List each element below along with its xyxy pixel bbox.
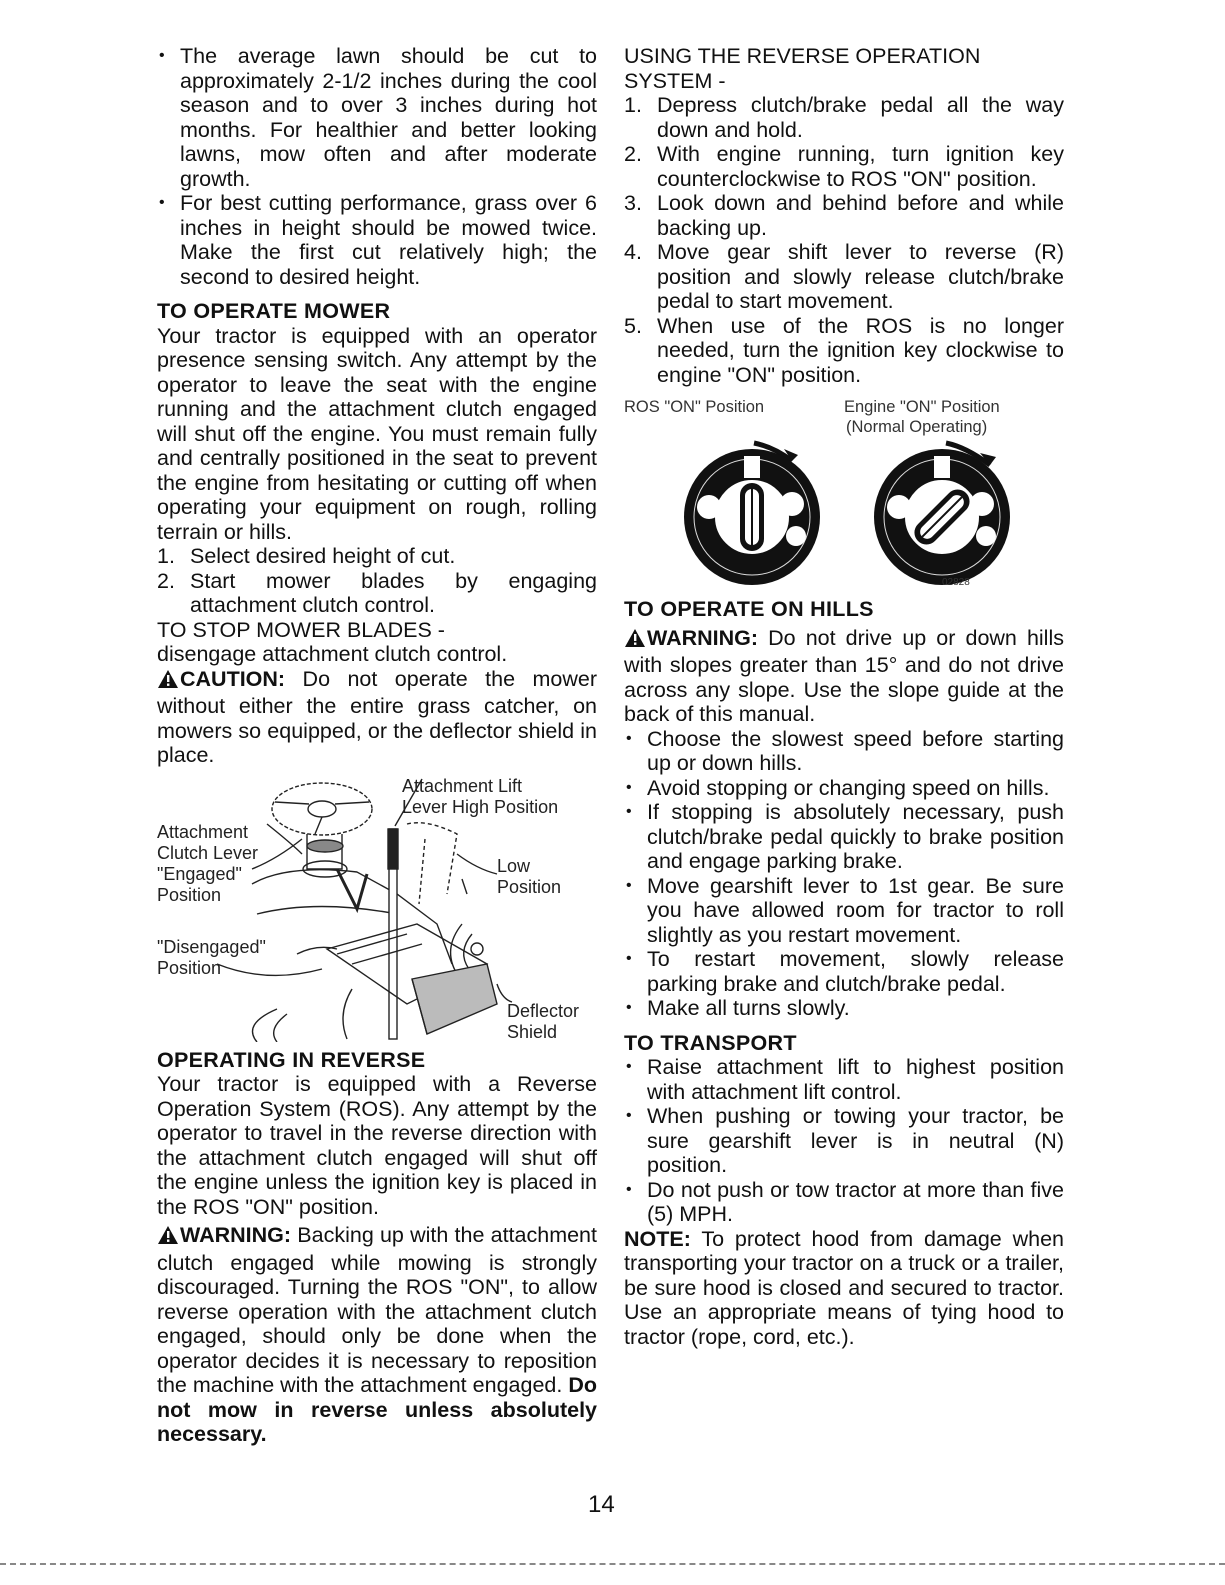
note-label: NOTE: <box>624 1226 691 1251</box>
list-item <box>624 240 1064 314</box>
hills-list <box>624 727 1064 1021</box>
list-item: • Raise attachment lift to highest position with attachment lift control. <box>624 1055 1064 1104</box>
reverse-warning-paragraph <box>157 1223 597 1447</box>
ignition-switch-diagrams <box>624 391 1064 591</box>
disengaged-position-label: "Disengaged" Position <box>157 936 266 978</box>
figure-code: 02828 <box>942 577 970 588</box>
ros-switch-icon <box>684 443 820 585</box>
note-text: To protect hood from damage when transporting your tractor on a truck or a trailer, be sure hood is closed and secured to tractor. Use an appropriate means of tying hood to tractor (rope, cord, etc.). <box>624 1226 1064 1349</box>
hills-heading: TO OPERATE ON HILLS <box>624 597 874 621</box>
step-number: 1. <box>157 544 175 568</box>
list-item <box>624 142 1064 191</box>
warning-label: WARNING: <box>180 1223 292 1247</box>
transport-list <box>624 1055 1064 1227</box>
caution-paragraph <box>157 667 597 768</box>
ros-steps-list <box>624 93 1064 387</box>
warning-triangle-icon <box>157 1225 179 1251</box>
transport-heading: TO TRANSPORT <box>624 1030 797 1055</box>
operate-mower-heading: TO OPERATE MOWER <box>157 299 391 323</box>
step-number: 1. <box>624 93 642 117</box>
ros-heading: USING THE REVERSE OPERATION SYSTEM - <box>624 44 981 93</box>
warning-triangle-icon <box>157 669 179 695</box>
engine-switch-icon <box>874 443 1010 585</box>
lift-lever-label: Attachment Lift Lever High Position <box>402 775 559 817</box>
warning-text: Backing up with the attachment clutch engaged while mowing is strongly discouraged. Turning the ROS "ON", to allow reverse operation with the attachment clutch engaged, should only be done when the operator decides it is necessary to reposition the machine with the attachment engaged. <box>157 1223 597 1397</box>
step-text: With engine running, turn ignition key counterclockwise to ROS "ON" position. <box>657 142 1064 191</box>
hills-warning-label: WARNING: <box>647 625 759 650</box>
step-number: 2. <box>157 568 175 593</box>
list-item: • If stopping is absolutely necessary, push clutch/brake pedal quickly to brake position and engage parking brake. <box>624 800 1064 874</box>
list-item: • Do not push or tow tractor at more than five (5) MPH. <box>624 1178 1064 1227</box>
step-number: 4. <box>624 240 642 264</box>
list-item: • The average lawn should be cut to approximately 2-1/2 inches during the cool season and to over 3 inches during hot months. For healthier and better looking lawns, mow often and after moderate growth. <box>157 44 597 191</box>
list-item <box>624 93 1064 142</box>
list-item <box>157 569 597 618</box>
operate-steps-list <box>157 544 597 618</box>
operate-mower-text: Your tractor is equipped with an operator presence sensing switch. Any attempt by the operator to leave the seat with the engine running and the attachment clutch engaged will shut off the engine. You must remain fully and centrally positioned in the seat to prevent the engine from hesitating or cutting off when operating your equipment on rough, rolling terrain or hills. <box>157 323 597 544</box>
reverse-heading: OPERATING IN REVERSE <box>157 1047 426 1072</box>
list-item: • For best cutting performance, grass over 6 inches in height should be mowed twice. Make the first cut relatively high; the second to desired height. <box>157 191 597 289</box>
step-text: Depress clutch/brake pedal all the way down and hold. <box>657 93 1064 142</box>
reverse-text: Your tractor is equipped with a Reverse Operation System (ROS). Any attempt by the operator to travel in the reverse direction with the attachment clutch engaged will shut off the engine unless the ignition key is placed in the ROS "ON" position. <box>157 1072 597 1219</box>
mowing-tips-list <box>157 44 597 289</box>
list-item <box>624 191 1064 240</box>
list-item <box>157 544 597 569</box>
bottom-divider <box>0 1563 1225 1565</box>
step-text: Start mower blades by engaging attachment clutch control. <box>190 568 597 617</box>
step-text: Look down and behind before and while backing up. <box>657 191 1064 240</box>
caution-label: CAUTION: <box>180 666 286 691</box>
list-item: • When pushing or towing your tractor, be sure gearshift lever is in neutral (N) position. <box>624 1104 1064 1178</box>
list-item: • Avoid stopping or changing speed on hills. <box>624 776 1064 801</box>
stop-blades-text: disengage attachment clutch control. <box>157 642 508 666</box>
list-item: • Choose the slowest speed before starting up or down hills. <box>624 727 1064 776</box>
step-number: 2. <box>624 142 642 166</box>
list-item <box>624 314 1064 388</box>
ignition-key-figure <box>624 391 1064 591</box>
ros-on-caption: ROS "ON" Position <box>624 398 765 416</box>
step-number: 3. <box>624 191 642 215</box>
list-item: • Make all turns slowly. <box>624 996 1064 1021</box>
note-paragraph <box>624 1227 1064 1350</box>
caution-text: Do not operate the mower without either the entire grass catcher, on mowers so equipped, or the deflector shield in place. <box>157 666 597 767</box>
warning-triangle-icon <box>624 628 646 654</box>
list-item: • Move gearshift lever to 1st gear. Be sure you have allowed room for tractor to roll slightly as you restart movement. <box>624 874 1064 948</box>
engine-on-subcaption: (Normal Operating) <box>846 418 988 436</box>
left-column <box>157 44 597 1447</box>
list-item: • To restart movement, slowly release parking brake and clutch/brake pedal. <box>624 947 1064 996</box>
step-text: When use of the ROS is no longer needed, turn the ignition key clockwise to engine "ON" position. <box>657 313 1064 387</box>
engine-on-caption: Engine "ON" Position <box>844 398 1000 416</box>
warning-bold-text: Do not mow in reverse unless absolutely necessary. <box>157 1373 597 1446</box>
mower-lever-figure <box>157 774 597 1042</box>
low-position-label: Low Position <box>497 855 562 897</box>
hills-warning-paragraph <box>624 626 1064 727</box>
page-number: 14 <box>588 1491 615 1518</box>
clutch-lever-label: Attachment Clutch Lever "Engaged" Position <box>157 821 259 905</box>
step-text: Select desired height of cut. <box>190 544 456 568</box>
stop-blades-heading: TO STOP MOWER BLADES - <box>157 617 445 642</box>
step-text: Move gear shift lever to reverse (R) position and slowly release clutch/brake pedal to start movement. <box>657 240 1064 313</box>
step-number: 5. <box>624 313 642 338</box>
deflector-shield-label: Deflector Shield <box>507 1000 580 1042</box>
hills-warning-text: Do not drive up or down hills with slopes greater than 15° and do not drive across any slope. Use the slope guide at the back of this manual. <box>624 625 1064 726</box>
right-column <box>624 44 1064 1349</box>
